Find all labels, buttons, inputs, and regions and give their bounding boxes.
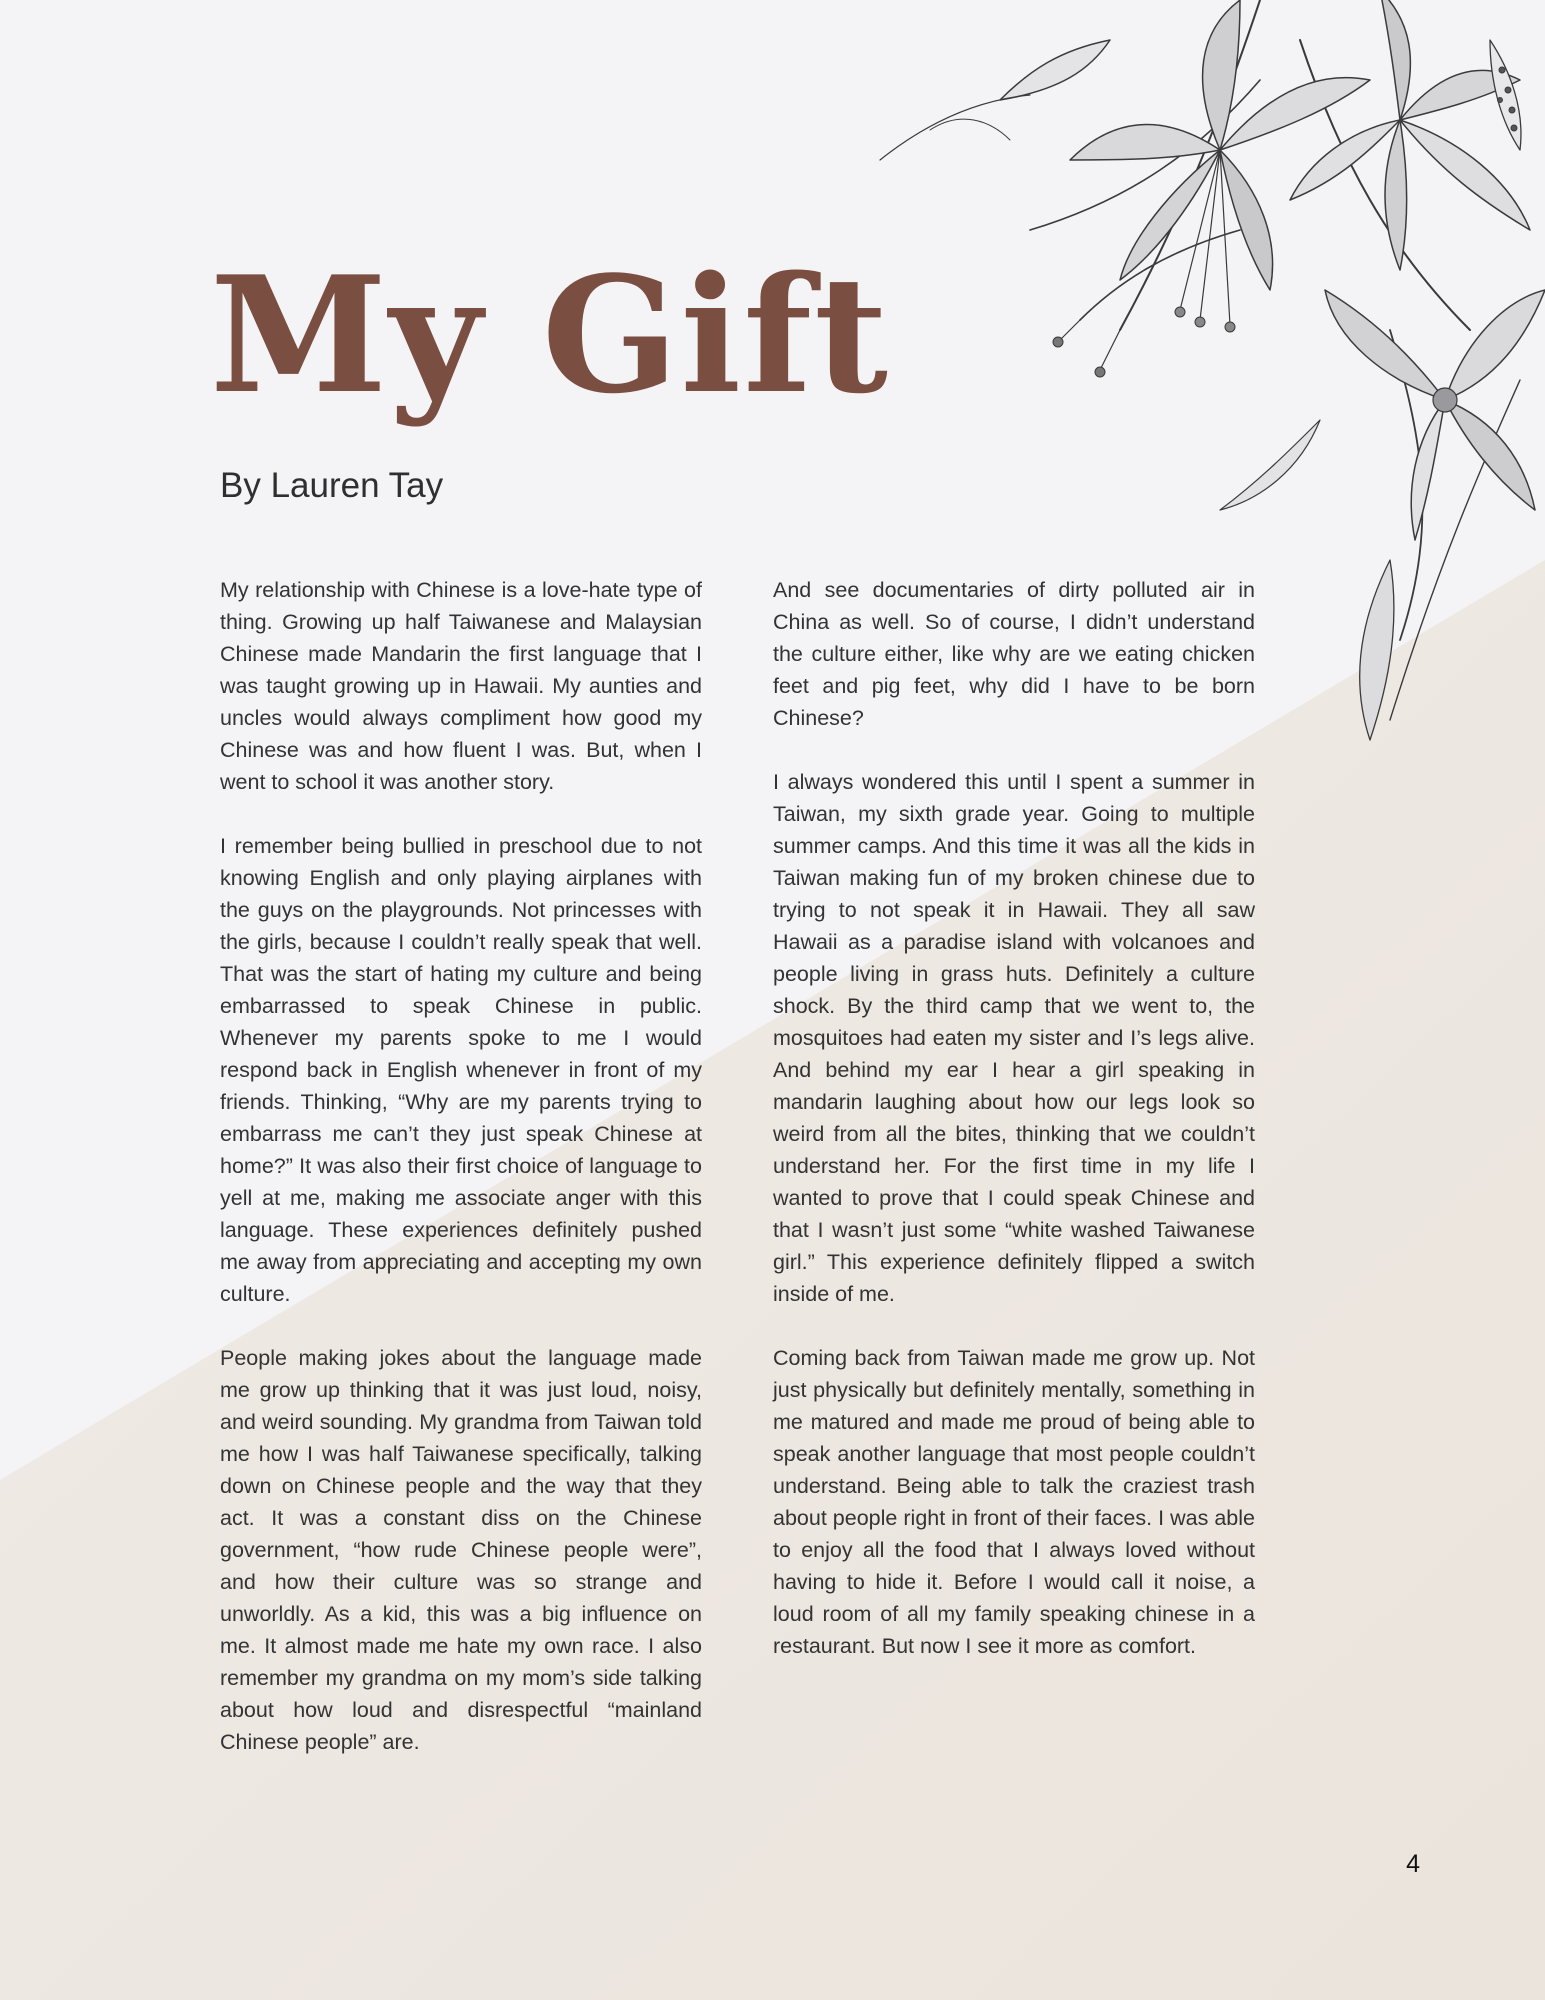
article-paragraph: My relationship with Chinese is a love-hate type of thing. Growing up half Taiwanese and Malaysian Chinese made Mandarin the first language that I was taught growing up in Hawaii. My aunties and uncles would always compliment how good my Chinese was and how fluent I was. But, when I went to school it was another story. (220, 578, 702, 794)
article-paragraph: And see documentaries of dirty polluted air in China as well. So of course, I didn’t understand the culture either, like why are we eating chicken feet and pig feet, why did I have to be born Chinese? (773, 578, 1255, 730)
article-paragraph: I remember being bullied in preschool due to not knowing English and only playing airplanes with the guys on the playgrounds. Not princesses with the girls, because I couldn’t really speak that well. That was the start of hating my culture and being embarrassed to speak Chinese in public. Whenever my parents spoke to me I would respond back in English whenever in front of my friends. Thinking, “Why are my parents trying to embarrass me can’t they just speak Chinese at home?” It was also their first choice of language to yell at me, making me associate anger with this language. These experiences definitely pushed me away from appreciating and accepting my own culture. (220, 834, 702, 1306)
article-paragraph: People making jokes about the language made me grow up thinking that it was just loud, noisy, and weird sounding. My grandma from Taiwan told me how I was half Taiwanese specifically, talking down on Chinese people and the way that they act. It was a constant diss on the Chinese government, “how rude Chinese people were”, and how their culture was so strange and unworldly. As a kid, this was a big influence on me. It almost made me hate my own race. I also remember my grandma on my mom’s side talking about how loud and disrespectful “mainland Chinese people” are. (220, 1346, 702, 1754)
page-number: 4 (1406, 1850, 1420, 1878)
article-column-left (220, 574, 702, 1790)
article-paragraph: Coming back from Taiwan made me grow up. Not just physically but definitely mentally, something in me matured and made me proud of being able to speak another language that most people couldn’t understand. Being able to talk the craziest trash about people right in front of their faces. I was able to enjoy all the food that I always loved without having to hide it. Before I would call it noise, a loud room of all my family speaking chinese in a restaurant. But now I see it more as comfort. (773, 1346, 1255, 1658)
article-title: My Gift (210, 241, 890, 429)
article-paragraph: I always wondered this until I spent a summer in Taiwan, my sixth grade year. Going to multiple summer camps. And this time it was all the kids in Taiwan making fun of my broken chinese due to trying to not speak it in Hawaii. They all saw Hawaii as a paradise island with volcanoes and people living in grass huts. Definitely a culture shock. By the third camp that we went to, the mosquitoes had eaten my sister and I’s legs alive. And behind my ear I hear a girl speaking in mandarin laughing about how our legs look so weird from all the bites, thinking that we couldn’t understand her. For the first time in my life I wanted to prove that I could speak Chinese and that I wasn’t just some “white washed Taiwanese girl.” This experience definitely flipped a switch inside of me. (773, 770, 1255, 1306)
article-column-right (773, 574, 1255, 1694)
article-byline: By Lauren Tay (220, 466, 444, 505)
